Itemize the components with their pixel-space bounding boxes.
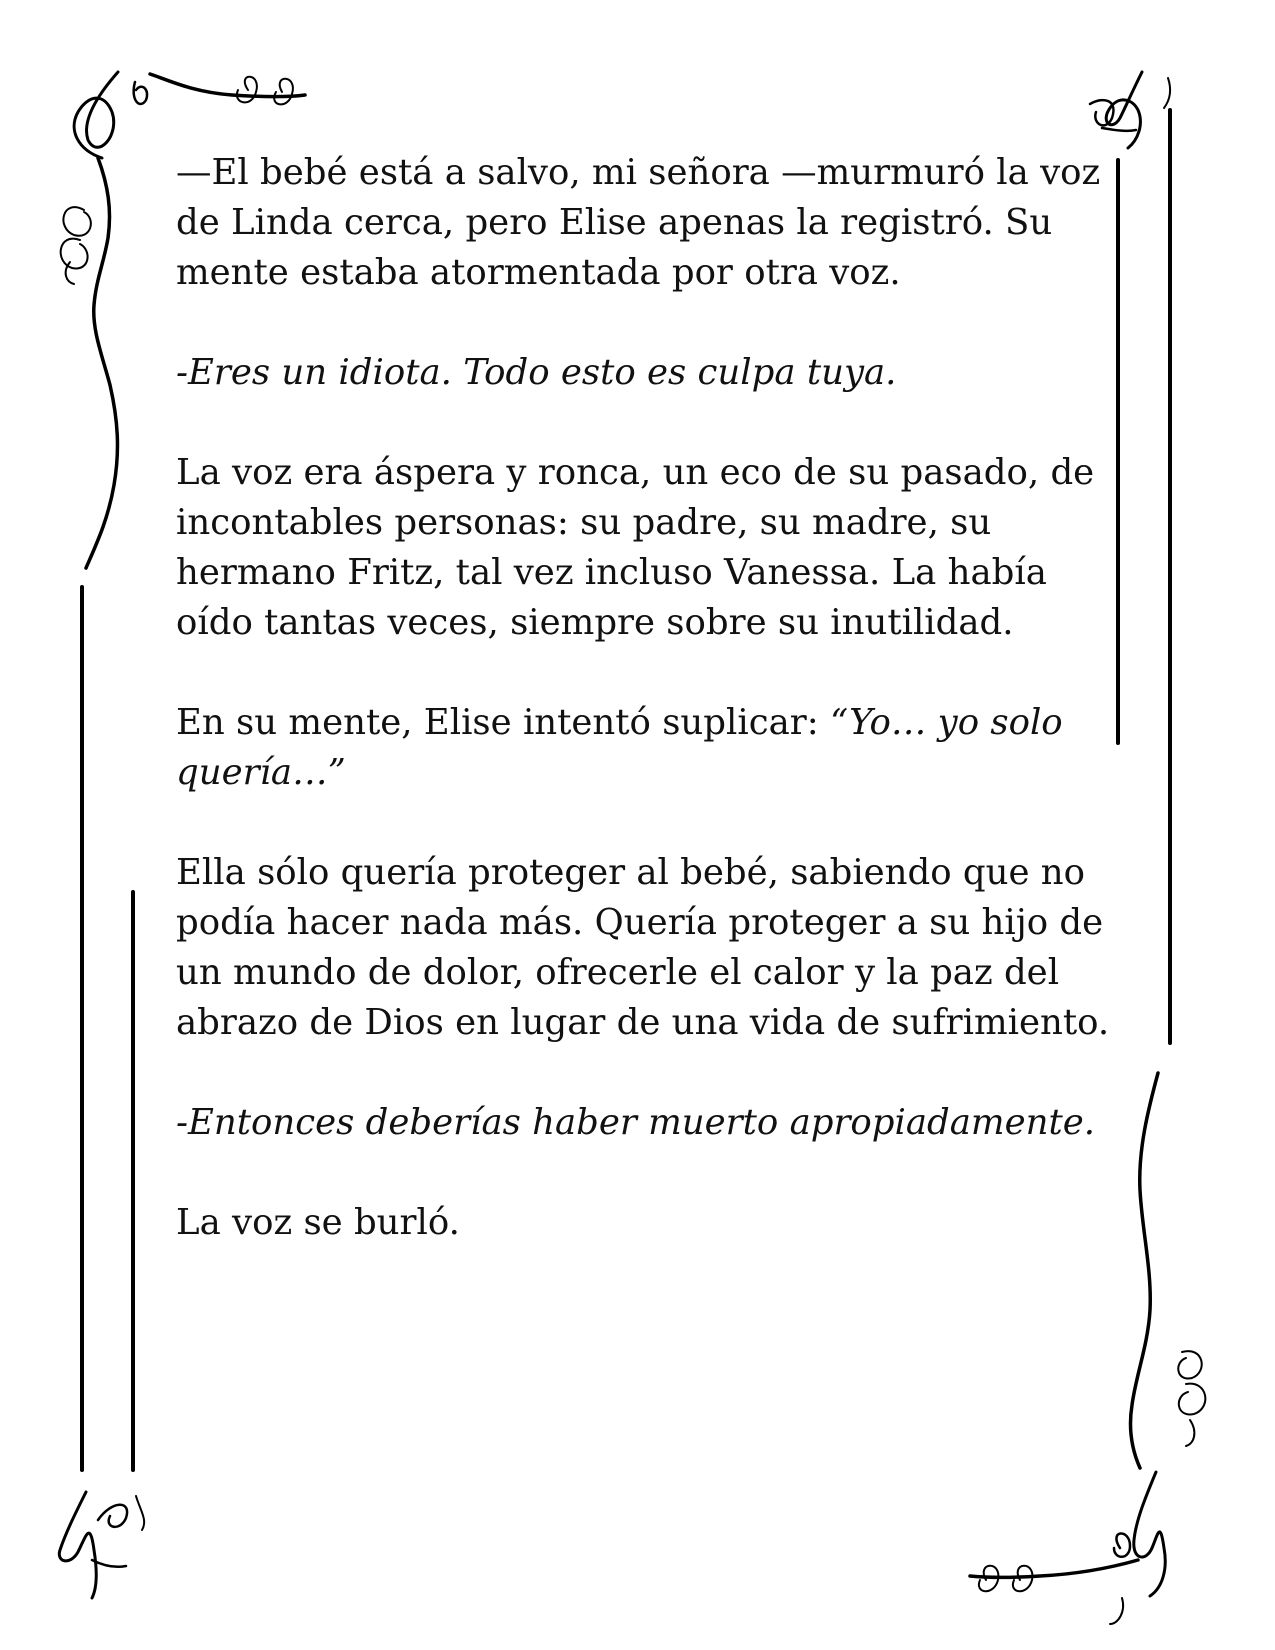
paragraph-voice-mocked: La voz se burló. (176, 1202, 460, 1243)
flourish-top-right (1090, 72, 1170, 148)
flourish-bottom-left (59, 1492, 144, 1598)
paragraph-plea (176, 698, 1116, 798)
paragraph-protect-baby: Ella sólo quería proteger al bebé, sabiendo que no podía hacer nada más. Quería proteger a su hijo de un mundo de dolor, ofrecerle el calor y la paz del abrazo de Dios en lugar de una vida de sufrimiento. (176, 852, 1110, 1043)
plea-lead-text: En su mente, Elise intentó suplicar: (176, 702, 830, 743)
plea-quote: “Yo… yo solo quería…” (176, 702, 1063, 793)
story-text (176, 148, 1116, 1248)
paragraph-voice-description: La voz era áspera y ronca, un eco de su pasado, de incontables personas: su padre, su madre, su hermano Fritz, tal vez incluso Vanessa. La había oído tantas veces, siempre sobre su inutilidad. (176, 452, 1095, 643)
paragraph-taunt: -Entonces deberías haber muerto apropiadamente. (176, 1102, 1096, 1143)
paragraph-accusation: -Eres un idiota. Todo esto es culpa tuya. (176, 352, 897, 393)
paragraph-linda-voice: —El bebé está a salvo, mi señora —murmuró la voz de Linda cerca, pero Elise apenas la registró. Su mente estaba atormentada por otra voz. (176, 152, 1101, 293)
